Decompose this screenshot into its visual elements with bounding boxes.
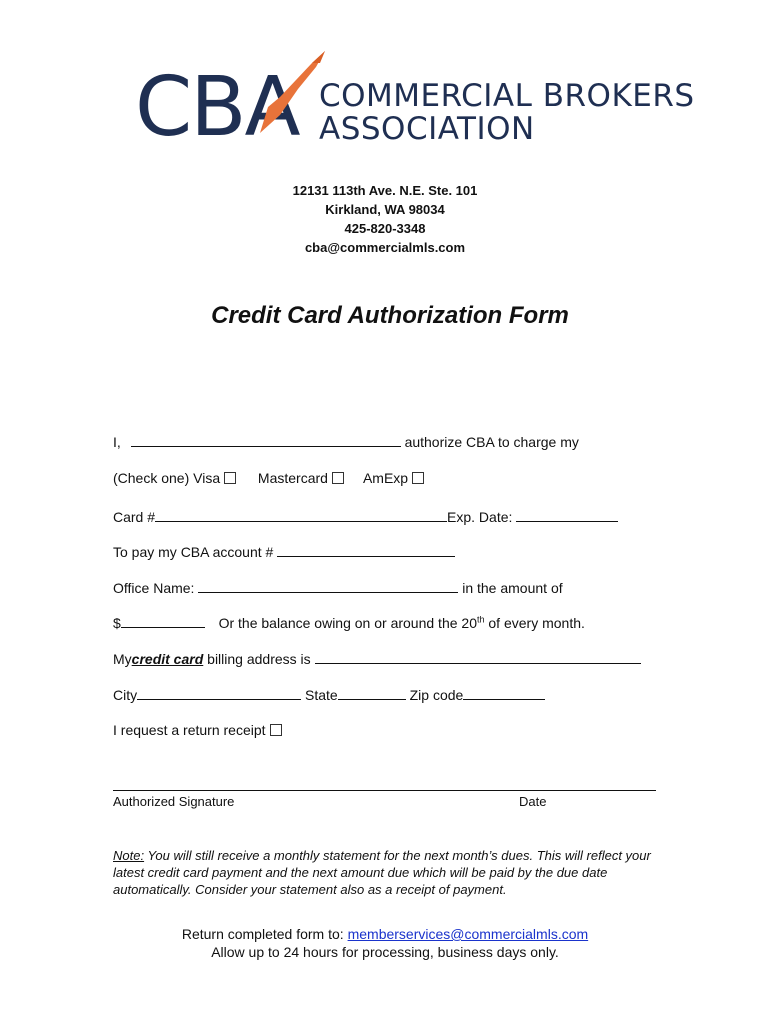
address-phone: 425-820-3348	[344, 221, 426, 236]
balance-end: of every month.	[488, 615, 585, 631]
city-label: City	[113, 687, 138, 703]
exp-date-field[interactable]	[516, 507, 618, 522]
member-services-email-link[interactable]: memberservices@commercialmls.com	[347, 926, 589, 942]
dollar-label: $	[113, 615, 121, 631]
authorize-row	[113, 432, 579, 450]
city-field[interactable]	[137, 685, 301, 700]
logo-line-1: COMMERCIAL BROKERS	[319, 78, 695, 114]
state-field[interactable]	[338, 685, 406, 700]
address-city: Kirkland, WA 98034	[325, 202, 445, 217]
visa-label: Visa	[193, 470, 221, 486]
amex-checkbox[interactable]	[412, 472, 424, 484]
exp-date-label: Exp. Date:	[447, 509, 513, 525]
balance-text: Or the balance owing on or around the 20	[218, 615, 477, 631]
zip-field[interactable]	[463, 685, 545, 700]
note-paragraph	[113, 847, 673, 898]
logo-letters: CBA	[135, 60, 299, 155]
form-title: Credit Card Authorization Form	[211, 302, 569, 329]
billing-address-field[interactable]	[315, 649, 641, 664]
amex-label: AmExp	[362, 470, 409, 486]
state-label: State	[305, 687, 338, 703]
amount-of-label: in the amount of	[462, 580, 563, 596]
card-number-field[interactable]	[155, 507, 447, 522]
checkmark-icon	[250, 45, 330, 140]
balance-sup: th	[476, 614, 485, 625]
zip-label: Zip code	[409, 687, 464, 703]
cba-logo	[135, 45, 695, 155]
card-type-row	[113, 470, 424, 486]
office-name-label: Office Name:	[113, 580, 195, 596]
billing-label: billing address is	[207, 651, 311, 667]
date-label: Date	[519, 794, 547, 809]
address-street: 12131 113th Ave. N.E. Ste. 101	[292, 183, 478, 198]
return-receipt-row	[113, 722, 282, 738]
account-label: To pay my CBA account #	[113, 544, 274, 560]
return-prefix: Return completed form to:	[181, 926, 344, 942]
return-receipt-checkbox[interactable]	[270, 724, 282, 736]
return-receipt-label: I request a return receipt	[113, 722, 266, 738]
account-row	[113, 542, 455, 560]
authorize-prefix: I,	[113, 434, 121, 450]
billing-my: My	[113, 651, 132, 667]
card-number-label: Card #	[113, 509, 156, 525]
note-heading: Note:	[113, 848, 145, 863]
office-row	[113, 578, 563, 596]
mastercard-label: Mastercard	[257, 470, 328, 486]
address-block	[0, 181, 770, 257]
mastercard-checkbox[interactable]	[332, 472, 344, 484]
logo-line-2: ASSOCIATION	[319, 111, 535, 147]
amount-field[interactable]	[121, 613, 205, 628]
footer	[0, 925, 770, 961]
account-number-field[interactable]	[277, 542, 455, 557]
billing-row	[113, 649, 641, 667]
cardholder-name-field[interactable]	[131, 432, 401, 447]
signature-line[interactable]	[113, 790, 656, 791]
billing-credit-card: credit card	[131, 651, 204, 667]
check-one-label: (Check one)	[113, 470, 190, 486]
card-number-row	[113, 507, 618, 525]
amount-row	[113, 613, 585, 631]
authorize-suffix: authorize CBA to charge my	[404, 434, 579, 450]
office-name-field[interactable]	[198, 578, 458, 593]
city-state-zip-row	[113, 685, 545, 703]
address-email: cba@commercialmls.com	[304, 240, 466, 255]
signature-label: Authorized Signature	[113, 794, 235, 809]
visa-checkbox[interactable]	[224, 472, 236, 484]
note-text: You will still receive a monthly statement for the next month’s dues. This will reflect your latest credit card payment and the next amount due which will be paid by the due date automatically. Consider your statement also as a receipt of payment.	[113, 848, 651, 897]
processing-text: Allow up to 24 hours for processing, business days only.	[211, 944, 559, 960]
